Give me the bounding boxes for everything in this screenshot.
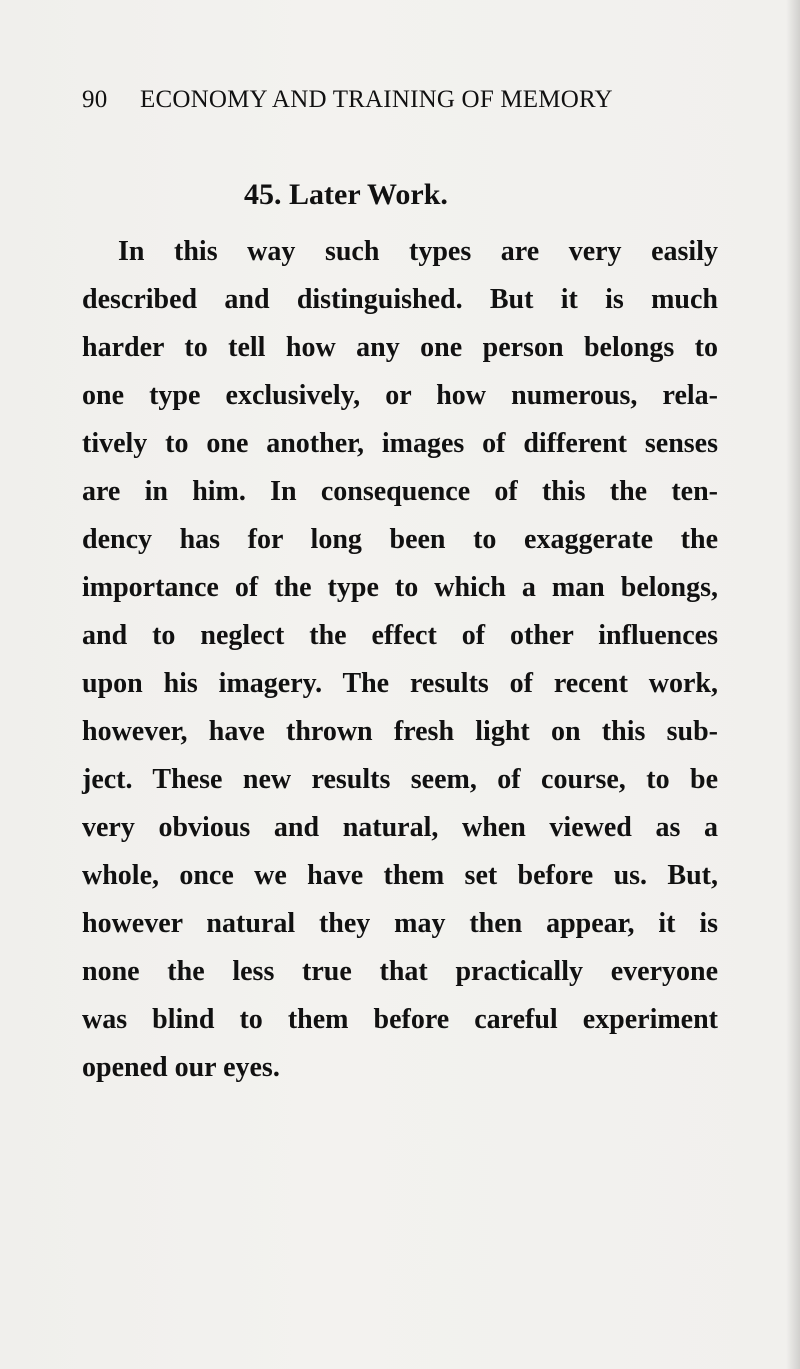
body-paragraph xyxy=(82,228,718,1092)
text-line: upon his imagery. The results of recent work, xyxy=(82,668,718,699)
section-heading: 45. Later Work. xyxy=(244,178,448,211)
text-line: very obvious and natural, when viewed as a xyxy=(82,812,718,843)
text-line: whole, once we have them set before us. But, xyxy=(82,860,718,891)
page-number: 90 xyxy=(82,86,108,113)
text-line: ject. These new results seem, of course, to be xyxy=(82,764,718,795)
running-head xyxy=(82,86,702,114)
text-line: opened our eyes. xyxy=(82,1052,280,1083)
text-line: harder to tell how any one person belongs to xyxy=(82,332,718,363)
text-line: dency has for long been to exaggerate the xyxy=(82,524,718,555)
text-line: however, have thrown fresh light on this sub- xyxy=(82,716,718,747)
text-line: one type exclusively, or how numerous, rela- xyxy=(82,380,718,411)
text-line: and to neglect the effect of other influences xyxy=(82,620,718,651)
text-line: tively to one another, images of different senses xyxy=(82,428,718,459)
text-line: are in him. In consequence of this the ten- xyxy=(82,476,718,507)
text-line: none the less true that practically everyone xyxy=(82,956,718,987)
text-line: importance of the type to which a man belongs, xyxy=(82,572,718,603)
text-line: described and distinguished. But it is much xyxy=(82,284,718,315)
text-line: was blind to them before careful experiment xyxy=(82,1004,718,1035)
page-edge-shadow xyxy=(786,0,800,1369)
text-line: however natural they may then appear, it is xyxy=(82,908,718,939)
running-head-title: ECONOMY AND TRAINING OF MEMORY xyxy=(140,86,613,113)
text-line: In this way such types are very easily xyxy=(118,236,718,267)
